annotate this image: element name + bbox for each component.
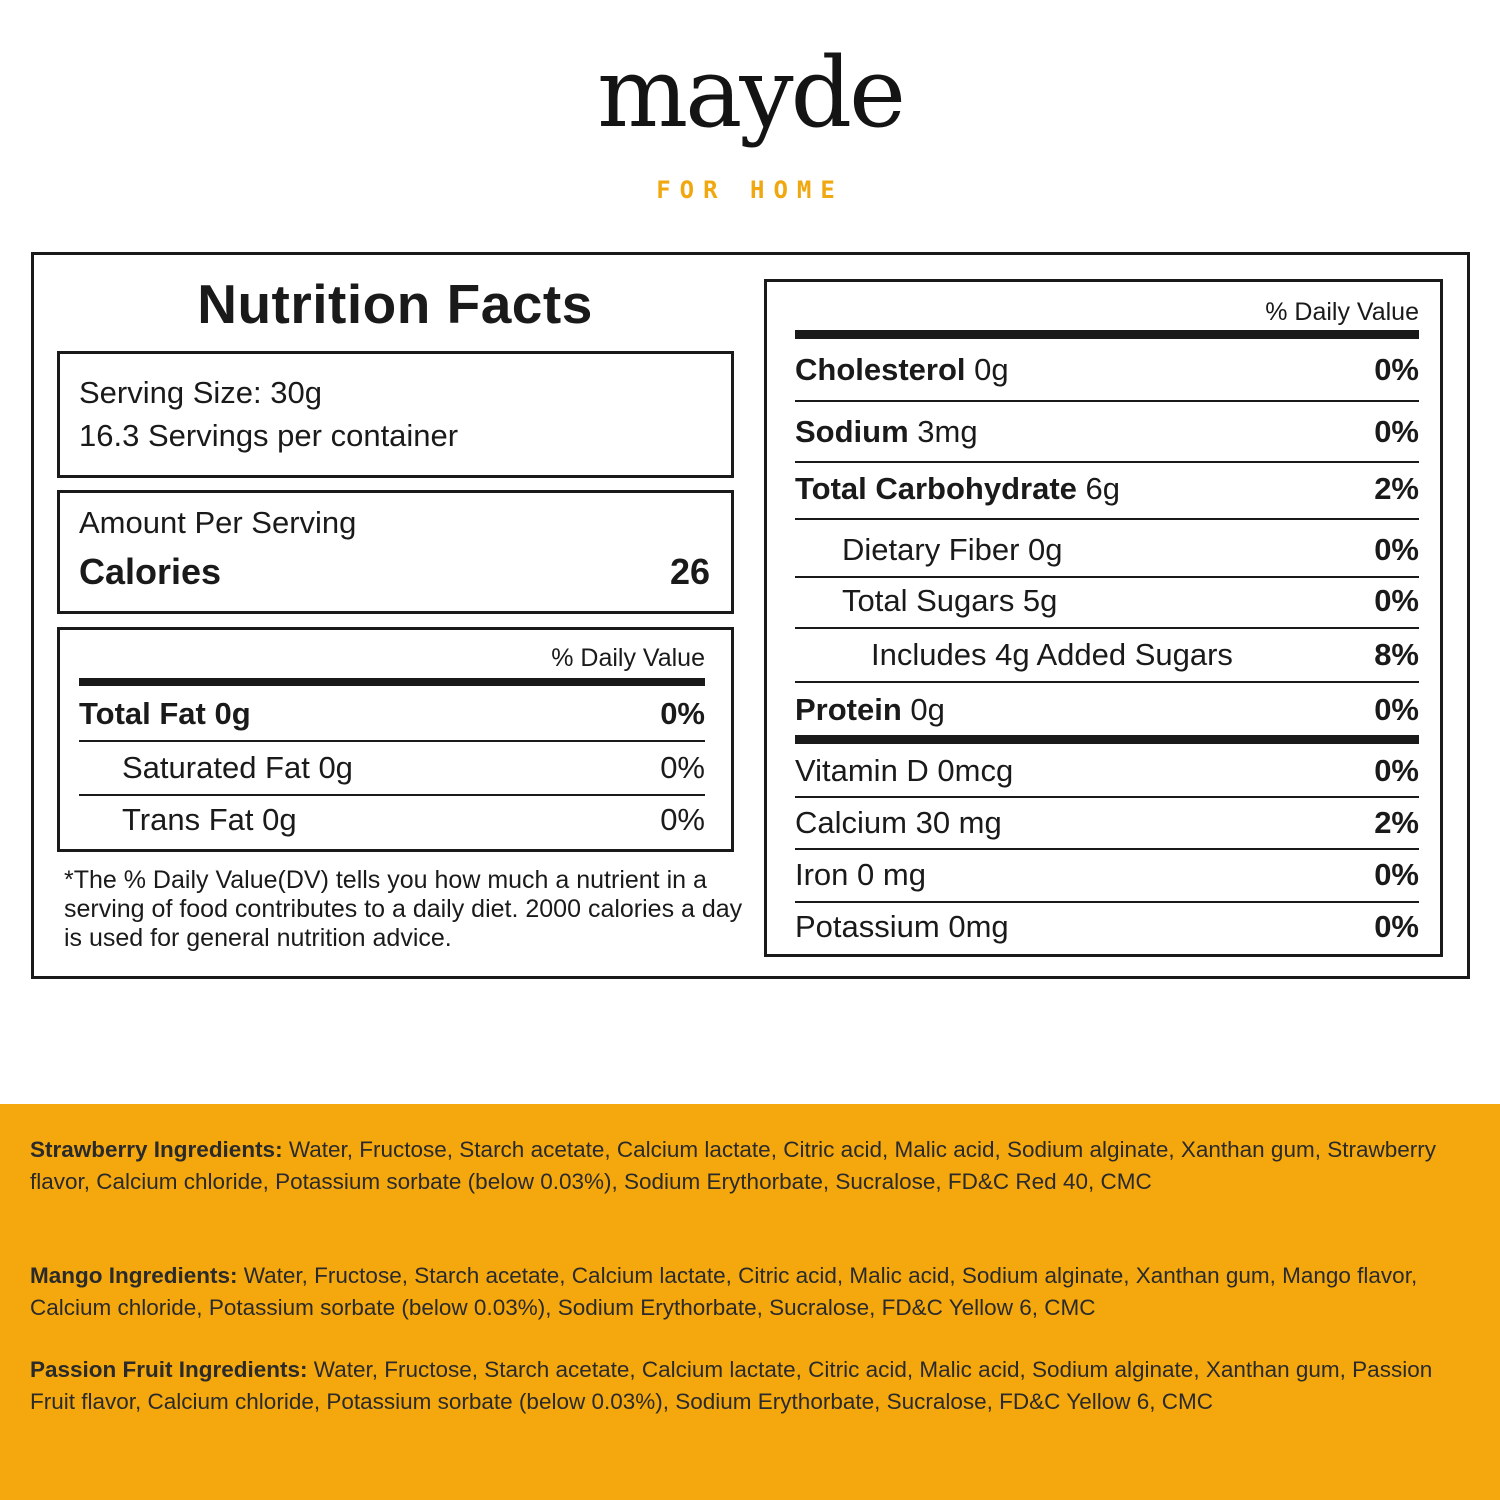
- divider: [79, 794, 705, 796]
- nutrient-amount: 0g: [910, 692, 945, 727]
- nutrient-row: [795, 803, 1419, 843]
- daily-value-footnote: *The % Daily Value(DV) tells you how much a nutrient in a serving of food contributes to a daily diet. 2000 calories a day is used for general nutrition advice.: [64, 866, 743, 952]
- divider: [795, 518, 1419, 520]
- nutrient-name: Total Sugars 5g: [842, 583, 1058, 618]
- nutrient-dv: 0%: [660, 696, 705, 731]
- nutrient-row: [122, 800, 705, 840]
- serving-size: Serving Size: 30g: [79, 375, 322, 410]
- nutrient-dv: 0%: [1374, 583, 1419, 618]
- ingredients-label: Passion Fruit Ingredients:: [30, 1357, 308, 1382]
- daily-value-header: % Daily Value: [551, 644, 705, 672]
- nutrient-row: [795, 350, 1419, 390]
- nutrient-name: Includes 4g Added Sugars: [871, 637, 1233, 672]
- nutrient-row: [795, 690, 1419, 730]
- nutrient-dv: 0%: [1374, 692, 1419, 727]
- ingredients-text: Water, Fructose, Starch acetate, Calcium lactate, Citric acid, Malic acid, Sodium alginate, Xanthan gum, Strawberry flavor, Calcium chloride, Potassium sorbate (below 0.03%), Sodium Erythorbate, Sucralose, FD&C Red 40, CMC: [30, 1137, 1436, 1194]
- serving-info-box: [57, 351, 734, 478]
- nutrient-dv: 0%: [660, 802, 705, 837]
- nutrient-row: [842, 530, 1419, 570]
- thick-divider: [795, 330, 1419, 339]
- nutrient-name: Iron 0 mg: [795, 857, 926, 892]
- nutrient-amount: 0g: [974, 352, 1009, 387]
- nutrient-row: [795, 751, 1419, 791]
- nutrient-name: Total Fat 0g: [79, 696, 251, 731]
- divider: [795, 901, 1419, 903]
- ingredients-label: Strawberry Ingredients:: [30, 1137, 283, 1162]
- nutrient-dv: 2%: [1374, 471, 1419, 506]
- divider: [79, 740, 705, 742]
- daily-value-header-right: % Daily Value: [1265, 298, 1419, 326]
- nutrient-row: [795, 469, 1419, 509]
- nutrient-dv: 0%: [660, 750, 705, 785]
- calories-label: Calories: [79, 551, 222, 592]
- divider: [795, 400, 1419, 402]
- nutrient-name: Sodium: [795, 414, 909, 449]
- nutrient-amount: 6g: [1085, 471, 1121, 506]
- nutrient-dv: 8%: [1374, 637, 1419, 672]
- nutrient-name: Saturated Fat 0g: [122, 750, 353, 785]
- nutrient-dv: 0%: [1374, 857, 1419, 892]
- calories-value: 26: [669, 551, 710, 592]
- nutrient-dv: 0%: [1374, 909, 1419, 944]
- nutrient-dv: 0%: [1374, 414, 1419, 449]
- nutrient-name: Calcium 30 mg: [795, 805, 1002, 840]
- ingredients-text: Water, Fructose, Starch acetate, Calcium lactate, Citric acid, Malic acid, Sodium alginate, Xanthan gum, Mango flavor, Calcium chloride, Potassium sorbate (below 0.03%), Sodium Erythorbate, Sucralose, FD&C Yellow 6, CMC: [30, 1263, 1418, 1320]
- divider: [795, 576, 1419, 578]
- nutrient-name: Protein: [795, 692, 902, 727]
- nutrient-dv: 0%: [1374, 352, 1419, 387]
- nutrient-name: Cholesterol: [795, 352, 966, 387]
- nutrient-row: [122, 748, 705, 788]
- nutrient-row: [842, 581, 1419, 621]
- nutrient-name: Potassium 0mg: [795, 909, 1009, 944]
- nutrients-box: [764, 279, 1443, 957]
- ingredients-passion-fruit: [30, 1354, 1470, 1417]
- nutrient-dv: 0%: [1374, 753, 1419, 788]
- brand-logo: mayde: [597, 37, 903, 149]
- brand-tagline: FOR HOME: [656, 176, 844, 204]
- nutrient-row: [795, 907, 1419, 947]
- nutrient-name: Total Carbohydrate: [795, 471, 1077, 506]
- nutrient-amount: 3mg: [917, 414, 978, 449]
- nutrient-name: Dietary Fiber 0g: [842, 532, 1063, 567]
- nutrient-row: [79, 694, 705, 734]
- nutrient-dv: 2%: [1374, 805, 1419, 840]
- ingredients-mango: [30, 1260, 1470, 1323]
- divider: [795, 796, 1419, 798]
- ingredients-label: Mango Ingredients:: [30, 1263, 238, 1288]
- servings-per-container: 16.3 Servings per container: [79, 418, 459, 453]
- nutrient-dv: 0%: [1374, 532, 1419, 567]
- divider: [795, 681, 1419, 683]
- divider: [795, 848, 1419, 850]
- nutrient-row: [795, 855, 1419, 895]
- nutrient-name: Trans Fat 0g: [122, 802, 297, 837]
- calories-box: [57, 490, 734, 614]
- ingredients-strawberry: [30, 1134, 1470, 1197]
- divider: [795, 627, 1419, 629]
- amount-per-serving: Amount Per Serving: [79, 505, 357, 540]
- divider: [795, 461, 1419, 463]
- nutrient-row: [795, 412, 1419, 452]
- fat-box: [57, 627, 734, 852]
- ingredients-panel: [0, 1104, 1500, 1500]
- thick-divider: [795, 735, 1419, 744]
- nutrient-name: Vitamin D 0mcg: [795, 753, 1014, 788]
- thick-divider: [79, 678, 705, 686]
- ingredients-text: Water, Fructose, Starch acetate, Calcium lactate, Citric acid, Malic acid, Sodium alginate, Xanthan gum, Passion Fruit flavor, Calcium chloride, Potassium sorbate (below 0.03%), Sodium Erythorbate, Sucralose, FD&C Yellow 6, CMC: [30, 1357, 1433, 1414]
- nutrition-facts-title: Nutrition Facts: [197, 273, 593, 335]
- nutrient-row: [871, 635, 1419, 675]
